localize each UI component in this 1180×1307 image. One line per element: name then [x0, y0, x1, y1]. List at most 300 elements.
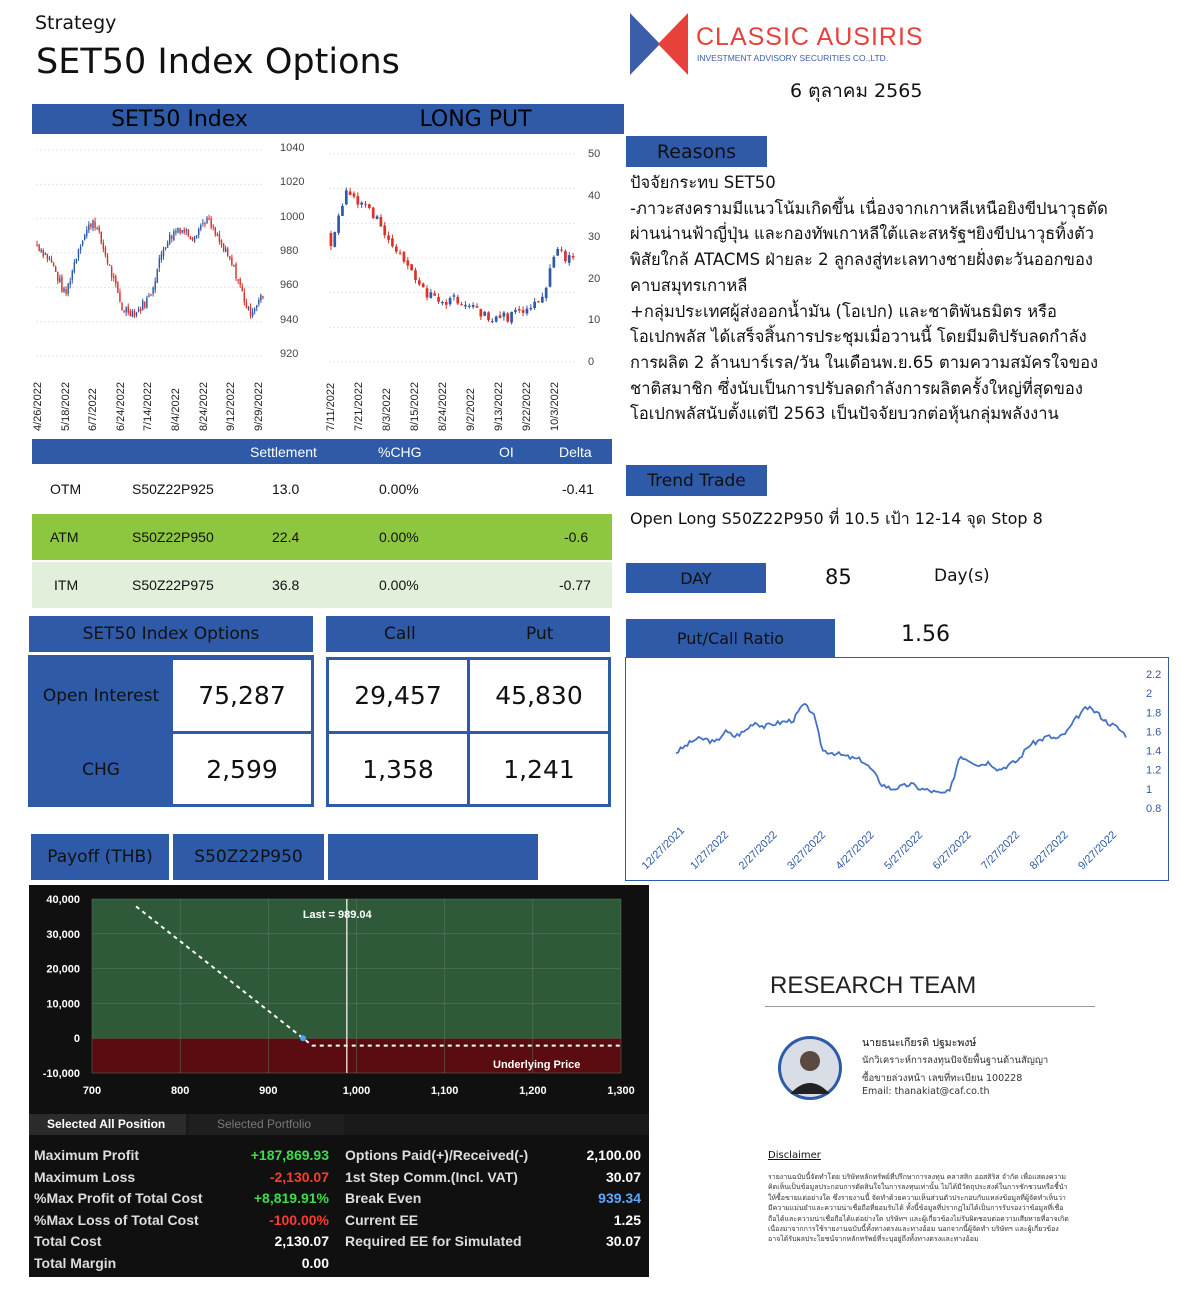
stat-label: Required EE for Simulated: [345, 1233, 522, 1250]
candle: [549, 268, 552, 286]
pcr-y-tick: 2: [1146, 688, 1153, 701]
trend-text: Open Long S50Z22P950 ที่ 10.5 เป้า 12-14 จุด Stop 8: [630, 509, 1043, 528]
break-even-marker: [300, 1035, 306, 1041]
candle: [47, 254, 48, 259]
set50-date-tick: 9/29/2022: [252, 382, 265, 431]
candle: [533, 302, 536, 308]
candle: [80, 247, 81, 250]
set50-date-tick: 8/4/2022: [170, 388, 182, 431]
candle: [387, 235, 390, 239]
row-delta: -0.41: [562, 481, 594, 497]
pcr-date-tick: 5/27/2022: [882, 829, 926, 873]
payoff-x-tick: 1,100: [430, 1085, 459, 1097]
pcr-y-tick: 1.8: [1146, 707, 1162, 720]
pcr-date-tick: 12/27/2021: [639, 824, 688, 873]
stat-label: Current EE: [345, 1211, 419, 1228]
reasons-body: [630, 170, 1170, 427]
candle: [94, 222, 95, 229]
set50-date-tick: 9/12/2022: [225, 382, 238, 431]
candle: [144, 301, 145, 307]
row-settlement: 13.0: [272, 481, 300, 497]
candle: [134, 311, 135, 317]
pcr-date-tick: 1/27/2022: [688, 829, 732, 873]
candle: [177, 228, 178, 233]
candle: [40, 250, 41, 252]
put-y-tick: 20: [588, 272, 601, 285]
candle: [208, 218, 209, 219]
pcr-y-tick: 1.6: [1146, 726, 1162, 739]
candle: [254, 309, 255, 311]
candle: [403, 252, 406, 262]
candle: [572, 256, 575, 258]
payoff-x-tick: 1,300: [607, 1085, 635, 1097]
stat-label: 1st Step Comm.(Incl. VAT): [345, 1168, 518, 1185]
stat-label: Maximum Loss: [34, 1168, 136, 1185]
put-date-tick: 9/2/2022: [465, 388, 477, 431]
payoff-panel: [29, 885, 649, 1277]
candle: [217, 234, 218, 235]
candle: [237, 279, 238, 281]
payoff-y-tick: 0: [73, 1033, 80, 1046]
payoff-y-tick: 10,000: [46, 998, 80, 1011]
candle: [51, 259, 52, 262]
candle: [252, 312, 253, 316]
candle: [472, 305, 475, 307]
candle: [76, 259, 77, 263]
candle: [212, 226, 213, 227]
pcr-date-tick: 2/27/2022: [736, 829, 780, 873]
col-chg: %CHG: [378, 444, 422, 460]
candle: [173, 231, 174, 240]
candle: [36, 244, 37, 245]
pcr-date-tick: 6/27/2022: [930, 829, 974, 873]
row-chg: 0.00%: [379, 481, 419, 497]
payoff-y-tick: 40,000: [46, 894, 80, 906]
candle: [464, 305, 467, 306]
candle: [148, 296, 149, 297]
row-type: ATM: [50, 529, 79, 545]
payoff-x-tick: 1,200: [519, 1085, 547, 1097]
candle: [460, 304, 463, 305]
researcher-position: นักวิเคราะห์การลงทุนปัจจัยพื้นฐานด้านสัญญา: [862, 1055, 1049, 1066]
candle: [165, 247, 166, 249]
reasons-title: Reasons: [626, 136, 767, 167]
col-oi: OI: [499, 444, 514, 460]
payoff-label: Payoff (THB): [31, 834, 169, 880]
candle: [499, 315, 502, 318]
candle: [406, 260, 409, 265]
candle: [418, 280, 421, 284]
candle: [349, 191, 352, 195]
pcr-line: [676, 704, 1126, 793]
candle: [410, 264, 413, 270]
reason-line: ชาติสมาชิก ซึ่งนับเป็นการปรับลดกำลังการผลิตครั้งใหญ่ที่สุดของ: [630, 378, 1083, 398]
tab-selected-all-position[interactable]: Selected All Position: [29, 1114, 186, 1135]
set50-y-tick: 1040: [280, 142, 305, 154]
candle: [518, 309, 521, 310]
candle: [103, 243, 104, 249]
candle: [248, 307, 249, 309]
candle: [231, 258, 232, 265]
candle: [383, 225, 386, 235]
candle: [341, 206, 344, 216]
candle: [63, 288, 64, 292]
candle: [414, 270, 417, 280]
call-put-header: [326, 616, 610, 652]
stat-label: Total Cost: [34, 1233, 102, 1250]
candle: [225, 249, 226, 252]
candle: [109, 265, 110, 266]
researcher-name: นายธนะเกียรติ ปฐมะพงษ์: [862, 1037, 977, 1049]
oi-call-value: 29,457: [326, 657, 470, 734]
set50-chart-header: [32, 104, 327, 134]
payoff-x-tick: 700: [82, 1085, 102, 1097]
candle: [202, 223, 203, 224]
oi-summary-title: SET50 Index Options: [29, 616, 313, 652]
stat-value: +187,869.93: [250, 1147, 329, 1163]
research-title: RESEARCH TEAM: [770, 972, 977, 999]
pcr-date-tick: 3/27/2022: [785, 829, 829, 873]
candle: [529, 308, 532, 309]
candle: [345, 190, 348, 204]
payoff-y-tick: 20,000: [46, 963, 80, 976]
put-date-tick: 10/3/2022: [549, 382, 561, 431]
candle: [125, 308, 126, 312]
candle: [476, 306, 479, 308]
stat-value: 30.07: [605, 1168, 641, 1185]
payoff-x-tick: 800: [170, 1085, 190, 1097]
candle: [380, 217, 383, 227]
candle: [105, 248, 106, 255]
reason-line: คาบสมุทรเกาหลี: [630, 275, 748, 295]
open-interest-label: Open Interest: [42, 686, 160, 706]
candle: [150, 294, 151, 295]
candle: [186, 230, 187, 231]
reason-line: -ภาวะสงครามมีแนวโน้มเกิดขึ้น เนื่องจากเกาหลีเหนือยิงขีปนาวุธตัด: [630, 198, 1108, 218]
candle: [437, 297, 440, 302]
put-y-tick: 50: [588, 148, 601, 160]
set50-date-tick: 8/24/2022: [197, 382, 210, 431]
candle: [84, 235, 85, 240]
category-label: Strategy: [35, 12, 117, 34]
candle: [196, 235, 197, 237]
put-chart-header: [327, 104, 624, 134]
candle: [45, 254, 46, 255]
set50-y-tick: 1000: [280, 210, 305, 223]
pcr-chart: [626, 658, 1170, 882]
candle: [353, 193, 356, 196]
row-type: OTM: [50, 481, 82, 497]
candle: [121, 303, 122, 310]
pcr-date-tick: 4/27/2022: [833, 829, 877, 873]
day-unit: Day(s): [934, 566, 990, 586]
set50-date-tick: 5/18/2022: [59, 382, 72, 431]
candle: [227, 249, 228, 256]
set50-y-tick: 960: [280, 279, 299, 292]
candle: [395, 246, 398, 251]
candle: [206, 218, 207, 223]
put-y-tick: 0: [588, 356, 595, 368]
candle: [136, 313, 137, 315]
row-chg: 0.00%: [379, 529, 419, 545]
brand-logo-icon: [630, 13, 690, 75]
candle: [391, 238, 394, 246]
candle: [537, 301, 540, 302]
pcr-value: 1.56: [901, 622, 950, 647]
candle: [82, 241, 83, 245]
put-y-tick: 10: [588, 314, 601, 327]
set50-y-tick: 920: [280, 347, 299, 360]
chg-total-value: 2,599: [170, 731, 314, 807]
reason-line: โอเปกพลัส ได้เสร็จสิ้นการประชุมเมื่อวานนี้ โดยมีมติปรับลดกำลัง: [630, 327, 1087, 347]
candle: [510, 312, 513, 323]
stat-value: 1.25: [613, 1211, 641, 1228]
candle: [49, 258, 50, 259]
payoff-y-tick: 30,000: [46, 928, 80, 941]
candle: [239, 279, 240, 285]
stat-value: -100.00%: [269, 1211, 329, 1228]
candle: [171, 236, 172, 239]
candle: [503, 313, 506, 317]
candle: [422, 284, 425, 288]
row-series: S50Z22P975: [132, 577, 214, 593]
research-divider: [765, 1006, 1095, 1007]
put-y-tick: 30: [588, 231, 601, 244]
last-price-label: Last = 989.04: [302, 909, 372, 921]
candle: [107, 256, 108, 264]
day-value: 85: [825, 565, 852, 589]
set50-date-tick: 7/14/2022: [142, 382, 155, 431]
set50-y-tick: 940: [280, 313, 299, 326]
day-label: DAY: [626, 563, 766, 593]
stat-label: Maximum Profit: [34, 1147, 140, 1163]
candle: [169, 235, 170, 244]
candle: [192, 238, 193, 240]
candle: [161, 254, 162, 259]
put-date-tick: 8/24/2022: [437, 382, 449, 431]
stat-value: 2,130.07: [274, 1233, 329, 1250]
table-row: [32, 466, 612, 512]
pcr-chart-frame: [625, 657, 1169, 881]
stat-label: Total Margin: [34, 1255, 117, 1271]
candle: [204, 223, 205, 224]
row-delta: -0.6: [564, 529, 589, 545]
candle: [188, 229, 189, 235]
candle: [72, 271, 73, 280]
candle: [223, 244, 224, 251]
call-label: Call: [384, 624, 416, 644]
row-settlement: 22.4: [272, 529, 300, 545]
oi-total-value: 75,287: [170, 657, 314, 734]
candle: [117, 283, 118, 293]
candle: [90, 224, 91, 227]
candle: [138, 309, 139, 312]
candle: [564, 251, 567, 261]
candle: [157, 269, 158, 283]
candle: [119, 292, 120, 301]
stat-value: 0.00: [301, 1255, 329, 1271]
stat-label: Break Even: [345, 1190, 422, 1207]
candle: [256, 305, 257, 307]
candle: [96, 228, 97, 229]
disclaimer-title: Disclaimer: [768, 1150, 821, 1161]
payoff-blank: [328, 834, 538, 880]
candle: [229, 256, 230, 258]
candle: [69, 281, 70, 284]
put-date-tick: 9/22/2022: [521, 382, 533, 431]
row-series: S50Z22P925: [132, 481, 214, 497]
candle: [57, 272, 58, 281]
candle: [98, 227, 99, 231]
candle: [441, 302, 444, 303]
put-date-tick: 8/3/2022: [381, 388, 393, 431]
row-settlement: 36.8: [272, 577, 300, 593]
candle: [210, 219, 211, 228]
candle: [200, 225, 201, 229]
table-row: [32, 562, 612, 608]
put-label: Put: [526, 624, 554, 644]
candle: [198, 229, 199, 235]
candle: [360, 203, 363, 205]
put-date-tick: 8/15/2022: [409, 382, 421, 431]
researcher-license: ซื้อขายล่วงหน้า เลขที่ทะเบียน 100228: [862, 1073, 1023, 1084]
set50-y-tick: 980: [280, 244, 299, 257]
candle: [181, 230, 182, 232]
candle: [74, 262, 75, 272]
put-x-axis: [325, 365, 575, 435]
payoff-y-tick: -10,000: [42, 1068, 80, 1080]
oi-put-value: 45,830: [467, 657, 611, 734]
candle: [514, 310, 517, 312]
candle: [38, 244, 39, 251]
candle: [190, 236, 191, 239]
set50-date-tick: 6/7/2022: [87, 388, 100, 431]
candle: [159, 258, 160, 268]
payoff-x-tick: 900: [259, 1085, 278, 1097]
candle: [111, 267, 112, 277]
candle: [219, 234, 220, 242]
tab-selected-portfolio[interactable]: Selected Portfolio: [189, 1114, 344, 1135]
candle: [128, 307, 129, 313]
candle: [179, 228, 180, 233]
candle: [88, 225, 89, 231]
candle: [445, 302, 448, 305]
pcr-y-tick: 1.4: [1146, 745, 1162, 758]
stat-value: +8,819.91%: [253, 1190, 329, 1207]
candle: [553, 257, 556, 268]
report-date: 6 ตุลาคม 2565: [790, 80, 923, 102]
stat-value: 939.34: [598, 1190, 641, 1207]
candle: [364, 204, 367, 205]
candle: [221, 240, 222, 245]
candle: [132, 311, 133, 317]
pcr-y-tick: 2.2: [1146, 669, 1162, 681]
candle: [242, 286, 243, 291]
put-date-tick: 7/11/2022: [325, 382, 337, 431]
reason-line: ปัจจัยกระทบ SET50: [630, 173, 776, 192]
candle: [78, 249, 79, 258]
candle: [258, 300, 259, 304]
set50-x-axis: [32, 365, 292, 435]
candle: [55, 267, 56, 272]
pcr-date-tick: 8/27/2022: [1027, 829, 1071, 873]
payoff-tabs: [29, 1114, 649, 1135]
page-title: SET50 Index Options: [36, 42, 400, 82]
chg-put-value: 1,241: [467, 731, 611, 807]
stat-value: -2,130.07: [269, 1168, 329, 1185]
candle: [59, 278, 60, 282]
candle: [183, 229, 184, 232]
candle: [92, 220, 93, 228]
candle: [526, 309, 529, 314]
row-series: S50Z22P950: [132, 529, 214, 545]
candle: [53, 263, 54, 265]
pcr-label: Put/Call Ratio: [626, 619, 835, 657]
reason-line: โอเปกพลัสนับตั้งแต่ปี 2563 เป็นปัจจัยบวกต่อหุ้นกลุ่มพลังงาน: [630, 404, 1059, 424]
put-y-axis: [588, 140, 618, 370]
brand-name: CLASSIC AUSIRIS: [696, 23, 924, 51]
avatar: [778, 1036, 842, 1100]
candle: [101, 232, 102, 243]
candle: [123, 310, 124, 311]
set50-chart-title: SET50 Index: [111, 106, 248, 132]
set50-y-axis: [280, 140, 320, 370]
options-table-header: [32, 439, 612, 464]
candle: [399, 253, 402, 254]
trend-title: Trend Trade: [626, 465, 767, 496]
reason-line: พิสัยใกล้ ATACMS ฝ่ายละ 2 ลูกลงสู่ทะเลทางชายฝั่งตะวันออกของ: [630, 250, 1093, 270]
candle: [154, 281, 155, 289]
candle: [456, 297, 459, 304]
candle: [146, 298, 147, 309]
row-type: ITM: [54, 577, 79, 593]
payoff-series: S50Z22P950: [173, 834, 324, 880]
candle: [233, 265, 234, 266]
stat-value: 30.07: [605, 1233, 641, 1250]
chg-label: CHG: [82, 760, 120, 780]
brand-subtitle: INVESTMENT ADVISORY SECURITIES CO.,LTD.: [697, 53, 889, 63]
pcr-date-tick: 7/27/2022: [979, 829, 1023, 873]
candle: [372, 208, 375, 218]
table-row: [32, 514, 612, 560]
candle: [522, 310, 525, 313]
candle: [215, 227, 216, 234]
pcr-y-tick: 1: [1146, 783, 1153, 796]
put-y-tick: 40: [588, 189, 601, 202]
candle: [449, 298, 452, 304]
candle: [433, 293, 436, 295]
candle: [337, 216, 340, 233]
candle: [368, 204, 371, 208]
stat-label: Options Paid(+)/Received(-): [345, 1147, 529, 1163]
col-settlement: Settlement: [250, 444, 317, 460]
candle: [468, 306, 471, 307]
put-date-tick: 9/13/2022: [493, 382, 505, 431]
candle: [113, 276, 114, 278]
candle: [541, 297, 544, 303]
candle: [430, 292, 433, 298]
candle: [330, 233, 333, 246]
pcr-date-tick: 9/27/2022: [1076, 829, 1120, 873]
candle: [61, 277, 62, 292]
row-chg: 0.00%: [379, 577, 419, 593]
pcr-y-tick: 0.8: [1146, 803, 1162, 815]
candle: [140, 309, 141, 311]
candle: [426, 288, 429, 297]
candle: [260, 295, 261, 300]
candle: [152, 288, 153, 294]
candle: [453, 295, 456, 296]
